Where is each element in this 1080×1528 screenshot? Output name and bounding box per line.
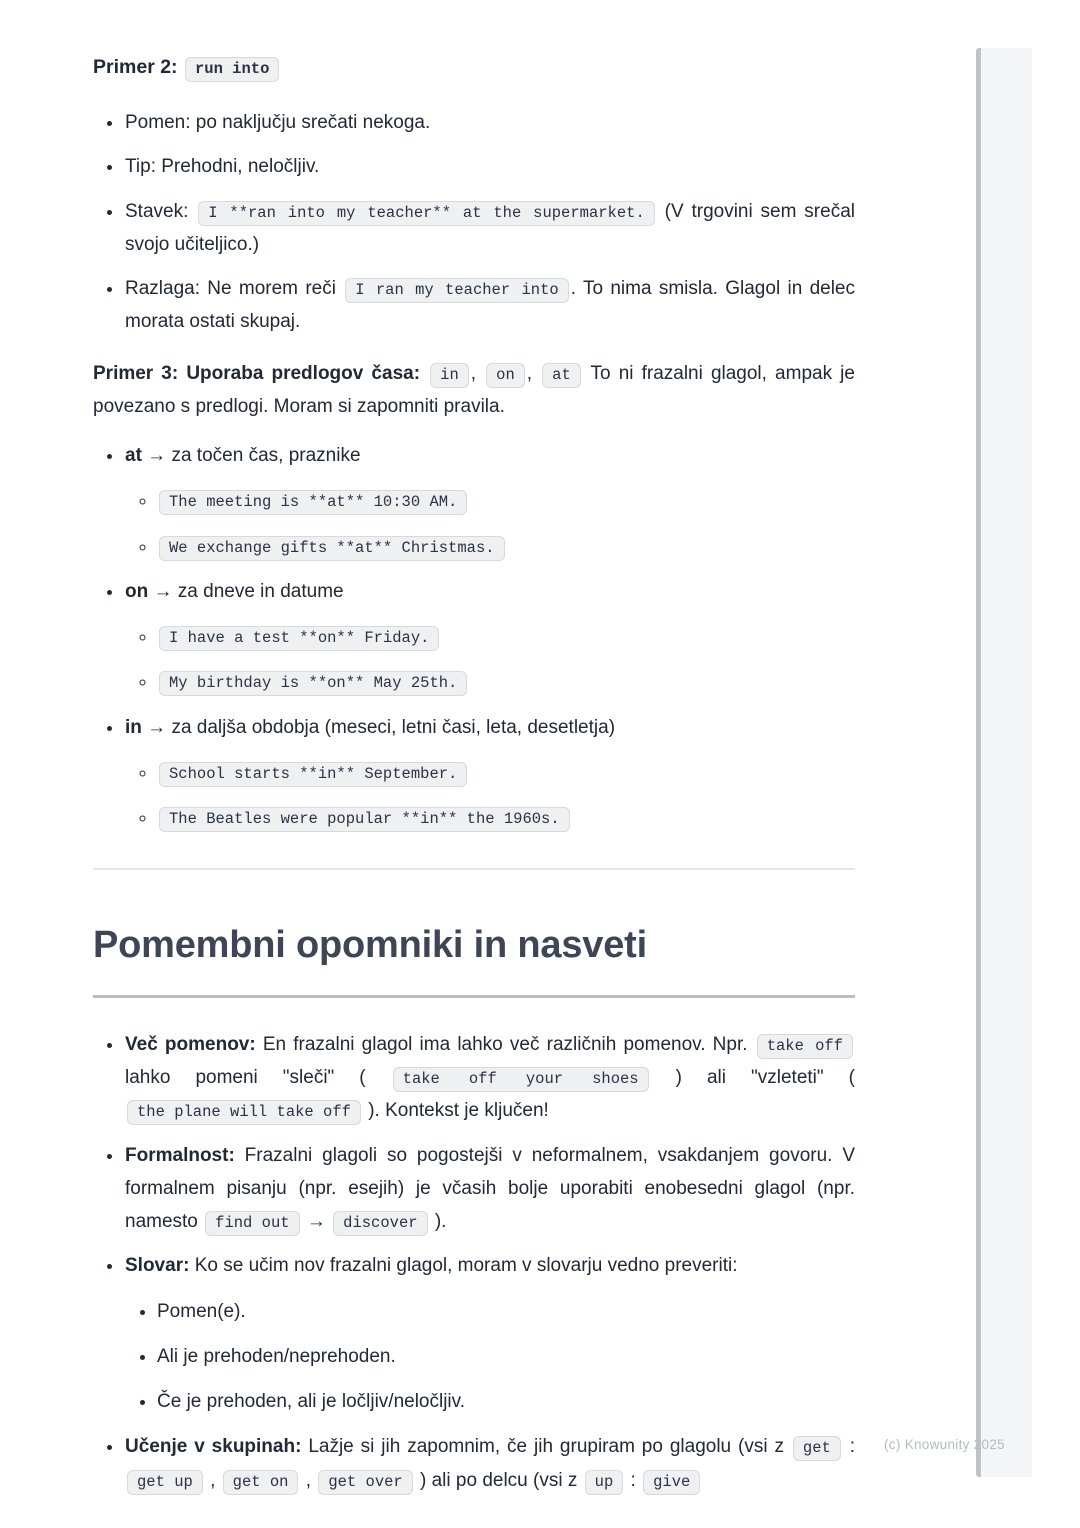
inline-code-badge: on [486,363,525,388]
bold-text: Primer 3: Uporaba predlogov časa: [93,362,429,384]
inline-code-badge: I ran my teacher into [345,278,568,303]
inline-code-badge: get over [318,1470,412,1495]
paragraph: Primer 3: Uporaba predlogov časa: in , on , at To ni frazalni glagol, ampak je povezano s predlogi. Moram si zapomniti pravila. [93,362,855,417]
bullet-list [93,106,855,339]
list-item: • at → za točen čas, praznike ◦ The meeting is **at** 10:30 AM. ◦ We exchange gifts **at** Christmas. [124,439,855,563]
inline-code-badge: School starts **in** September. [159,762,467,787]
sub-list-item [157,620,855,653]
list-item: • on → za dneve in datume ◦ I have a test **on** Friday. ◦ My birthday is **on** May 25th. [124,575,855,699]
inline-code-badge: at [542,363,581,388]
list-item: • Stavek: I **ran into my teacher** at the supermarket. (V trgovini sem srečal svojo učiteljico.) [124,195,855,262]
inline-code-badge: My birthday is **on** May 25th. [159,671,467,696]
watermark: (c) Knowunity 2025 [884,1437,1005,1452]
sub-list-item [157,665,855,698]
list-item: • Slovar: Ko se učim nov frazalni glagol, moram v slovarju vedno preveriti: • Pomen(e). • Ali je prehoden/neprehoden. • Če je prehoden, ali je ločljiv/neločljiv. [124,1249,855,1418]
inline-code-badge: I **ran into my teacher** at the supermarket. [198,201,655,226]
inline-code-badge: I have a test **on** Friday. [159,626,439,651]
list-item: • Več pomenov: En frazalni glagol ima lahko več različnih pomenov. Npr. take off lahko pomeni "sleči" ( take off your shoes ) ali "vzleteti" ( the plane will take off ). Kontekst je ključen! [124,1028,855,1128]
list-item: • Tip: Prehodni, neločljiv. [124,150,855,183]
inline-code-badge: take off your shoes [393,1067,649,1092]
bold-text: Slovar: [125,1255,190,1277]
sub-list [125,756,855,835]
bullet-list [93,1028,855,1497]
inline-code-badge: take off [757,1034,853,1059]
inline-code-badge: run into [185,57,279,82]
inline-code-badge: We exchange gifts **at** Christmas. [159,536,505,561]
inline-code-badge: give [643,1470,700,1495]
sub-list [125,1295,855,1419]
list-item: • Učenje v skupinah: Lažje si jih zapomnim, če jih grupiram po glagolu (vsi z get : get up , get on , get over ) ali po delcu (vsi z up : give [124,1430,855,1497]
inline-code-badge: get [793,1436,841,1461]
sub-list-item [157,801,855,834]
inline-code-badge: up [585,1470,624,1495]
bold-text: Več pomenov: [125,1033,256,1055]
divider [93,868,855,870]
inline-code-badge: in [430,363,469,388]
inline-code-badge: The meeting is **at** 10:30 AM. [159,490,467,515]
bold-text: at [125,445,142,467]
example-heading [93,50,855,84]
sub-list [125,484,855,563]
next-page-edge [976,48,1032,1477]
inline-code-badge: get up [127,1470,203,1495]
bold-text: Primer 2: [93,56,183,78]
document-content [93,50,855,1515]
list-item: • in → za daljša obdobja (meseci, letni časi, leta, desetletja) ◦ School starts **in** September. ◦ The Beatles were popular **in** the 1960s. [124,711,855,835]
inline-code-badge: find out [205,1211,299,1236]
inline-code-badge: discover [333,1211,427,1236]
bold-text: on [125,580,149,602]
bold-text: in [125,716,142,738]
bold-text: Učenje v skupinah: [125,1436,302,1458]
list-item: • Formalnost: Frazalni glagoli so pogostejši v neformalnem, vsakdanjem govoru. V formalnem pisanju (npr. esejih) je včasih bolje uporabiti enobesedni glagol (npr. namesto find out → discover ). [124,1139,855,1239]
sub-list-item [157,756,855,789]
bold-text: Formalnost: [125,1144,235,1166]
section-title: Pomembni opomniki in nasveti [93,912,855,998]
inline-code-badge: the plane will take off [127,1100,361,1125]
list-item: • Razlaga: Ne morem reči I ran my teacher into . To nima smisla. Glagol in delec morata ostati skupaj. [124,272,855,339]
inline-code-badge: get on [223,1470,299,1495]
sub-list [125,620,855,699]
list-item: • Pomen: po naključju srečati nekoga. [124,106,855,139]
inline-code-badge: The Beatles were popular **in** the 1960s. [159,807,570,832]
sub-list-item: • Pomen(e). [157,1295,855,1328]
sub-list-item [157,530,855,563]
bullet-list [93,439,855,834]
sub-list-item [157,484,855,517]
sub-list-item: • Ali je prehoden/neprehoden. [157,1340,855,1373]
sub-list-item: • Če je prehoden, ali je ločljiv/neločljiv. [157,1385,855,1418]
